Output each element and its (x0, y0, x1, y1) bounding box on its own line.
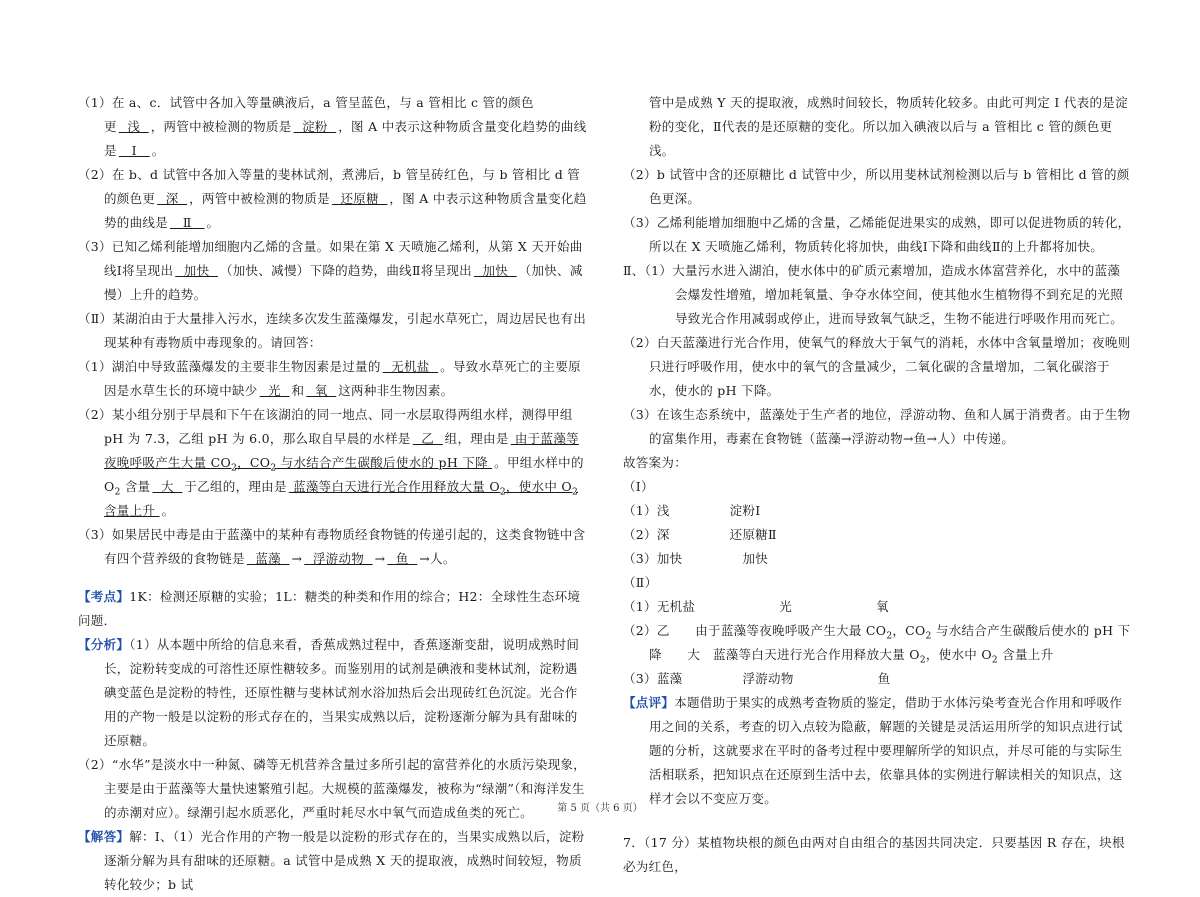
question-2-3: （3）如果居民中毒是由于蓝藻中的某种有毒物质经食物链的传递引起的，这类食物链中含有四个营养级的食物链是 蓝藻 → 浮游动物 → 鱼 →人。 (78, 527, 586, 566)
dianping: 【点评】本题借助于果实的成熟考查物质的鉴定，借助于水体污染考查光合作用和呼吸作用之间的关系，考查的切入点较为隐蔽，解题的关键是灵活运用所学的知识点进行试题的分析，这就要求在平时的备考过程中要理解所学的知识点，并尽可能的与实际生活相联系，把知识点在还原到生活中去，依靠具体的实例进行解读相关的知识点，这样才会以不变应万变。 (623, 695, 1123, 806)
answer-ii-2: （2）乙 由于蓝藻等夜晚呼吸产生大最 $CO_2$，$CO_2$ 与水结合产生碳酸后使水的 pH 下降 大 蓝藻等白天进行光合作用释放大量 $O_2$，使水中 $O_2$ 含量上升 (623, 623, 1131, 666)
answer-ii-3: （3）蓝藻 浮游动物 鱼 (623, 671, 891, 686)
jieda-3: （3）乙烯利能增加细胞中乙烯的含量，乙烯能促进果实的成熟，即可以促进物质的转化，所以在 X 天喷施乙烯利，物质转化将加快，曲线Ⅰ下降和曲线Ⅱ的上升都将加快。 (623, 215, 1131, 254)
question-2-1: （1）湖泊中导致蓝藻爆发的主要非生物因素是过量的 无机盐 。导致水草死亡的主要原因是水草生长的环境中缺少 光 和 氧 这两种非生物因素。 (78, 359, 581, 398)
kaodian: 【考点】1K：检测还原糖的实验；1L：糖类的种类和作用的综合；H2：全球性生态环境问题． (78, 589, 581, 628)
jieda-cont: 管中是成熟 Y 天的提取液，成熟时间较长，物质转化较多。由此可判定 I 代表的是淀粉的变化，Ⅱ代表的是还原糖的变化。所以加入碘液以后与 a 管相比 c 管的颜色更浅。 (649, 95, 1128, 158)
answer-heading: 故答案为： (623, 455, 688, 470)
jieda-ii-2: （2）白天蓝藻进行光合作用，使氧气的释放大于氧气的消耗，水体中含氧量增加；夜晚则只进行呼吸作用，使水中的氧气的含量减少，二氧化碳的含量增加，二氧化碳溶于水，使水的 pH 下降。 (623, 335, 1131, 398)
jieda-1: 【解答】解：Ⅰ、（1）光合作用的产物一般是以淀粉的形式存在的，当果实成熟以后，淀粉逐渐分解为具有甜味的还原糖。a 试管中是成熟 X 天的提取液，成熟时间较短，物质转化较少；b 试 (78, 829, 585, 892)
question-2-intro: （Ⅱ）某湖泊由于大量排入污水，连续多次发生蓝藻爆发，引起水草死亡，周边居民也有出现某种有毒物质中毒现象的。请回答： (78, 311, 586, 350)
question-1-2: （2）在 b、d 试管中各加入等量的斐林试剂，煮沸后，b 管呈砖红色，与 b 管相比 d 管的颜色更 深 ，两管中被检测的物质是 还原糖 ，图 A 中表示这种物质含量变化趋势的曲线是 Ⅱ 。 (78, 167, 587, 230)
jieda-ii-3: （3）在该生态系统中，蓝藻处于生产者的地位，浮游动物、鱼和人属于消费者。由于生物的富集作用，毒素在食物链（蓝藻→浮游动物→鱼→人）中传递。 (623, 407, 1131, 446)
fenxi-2: （2）“水华”是淡水中一种氮、磷等无机营养含量过多所引起的富营养化的水质污染现象，主要是由于蓝藻等大量快速繁殖引起。大规模的蓝藻爆发，被称为“绿潮”（和海洋发生的赤潮对应）。绿潮引起水质恶化，严重时耗尽水中氧气而造成鱼类的死亡。 (78, 757, 587, 820)
answer-i: （Ⅰ） (623, 479, 654, 494)
answer-i-2: （2）深 还原糖Ⅱ (623, 527, 777, 542)
question-1-1: （1）在 a、c．试管中各加入等量碘液后，a 管呈蓝色，与 a 管相比 c 管的颜色更 浅 ，两管中被检测的物质是 淀粉 ，图 A 中表示这种物质含量变化趋势的曲线是 Ⅰ 。 (78, 95, 587, 158)
fenxi-1: 【分析】（1）从本题中所给的信息来看，香蕉成熟过程中，香蕉逐渐变甜，说明成熟时间长，淀粉转变成的可溶性还原性糖较多。而鉴别用的试剂是碘液和斐林试剂，淀粉遇碘变蓝色是淀粉的特性，还原性糖与斐林试剂水浴加热后会出现砖红色沉淀。光合作用的产物一般是以淀粉的形式存在的，当果实成熟以后，淀粉逐渐分解为具有甜味的还原糖。 (78, 637, 580, 748)
question-1-3: （3）已知乙烯利能增加细胞内乙烯的含量。如果在第 X 天喷施乙烯利，从第 X 天开始曲线Ⅰ将呈现出 加快 （加快、减慢）下降的趋势，曲线Ⅱ将呈现出 加快 （加快、减慢）上升的趋势。 (78, 239, 583, 302)
jieda-2: （2）b 试管中含的还原糖比 d 试管中少，所以用斐林试剂检测以后与 b 管相比 d 管的颜色更深。 (623, 167, 1130, 206)
left-column (78, 91, 590, 897)
answer-i-1: （1）浅 淀粉Ⅰ (623, 503, 761, 518)
right-column (623, 91, 1131, 879)
jieda-ii-1: Ⅱ、（1）大量污水进入湖泊，使水体中的矿质元素增加，造成水体富营养化，水中的蓝藻会爆发性增殖，增加耗氧量、争夺水体空间，使其他水生植物得不到充足的光照导致光合作用减弱或停止，进而导致氧气缺乏，生物不能进行呼吸作用而死亡。 (623, 263, 1124, 326)
answer-ii-1: （1）无机盐 光 氧 (623, 599, 889, 614)
question-2-2: （2）某小组分别于早晨和下午在该湖泊的同一地点、同一水层取得两组水样，测得甲组 pH 为 7.3，乙组 pH 为 6.0，那么取自早晨的水样是 乙 组，理由是 由于蓝藻等夜晚呼吸产生大量 $CO_2$，$CO_2$ 与水结合产生碳酸后使水的 pH 下降 。甲组水样中的 $O_2$ 含量 大 于乙组的，理由是 蓝藻等白天进行光合作用释放大量 $O_2$，使水中 $O_2$ 含量上升 。 (78, 407, 584, 518)
question-7: 7．（17 分）某植物块根的颜色由两对自由组合的基因共同决定．只要基因 R 存在，块根必为红色， (623, 835, 1125, 874)
page-footer: 第 5 页（共 6 页） (557, 803, 643, 814)
answer-i-3: （3）加快 加快 (623, 551, 769, 566)
answer-ii: （Ⅱ） (623, 575, 658, 590)
